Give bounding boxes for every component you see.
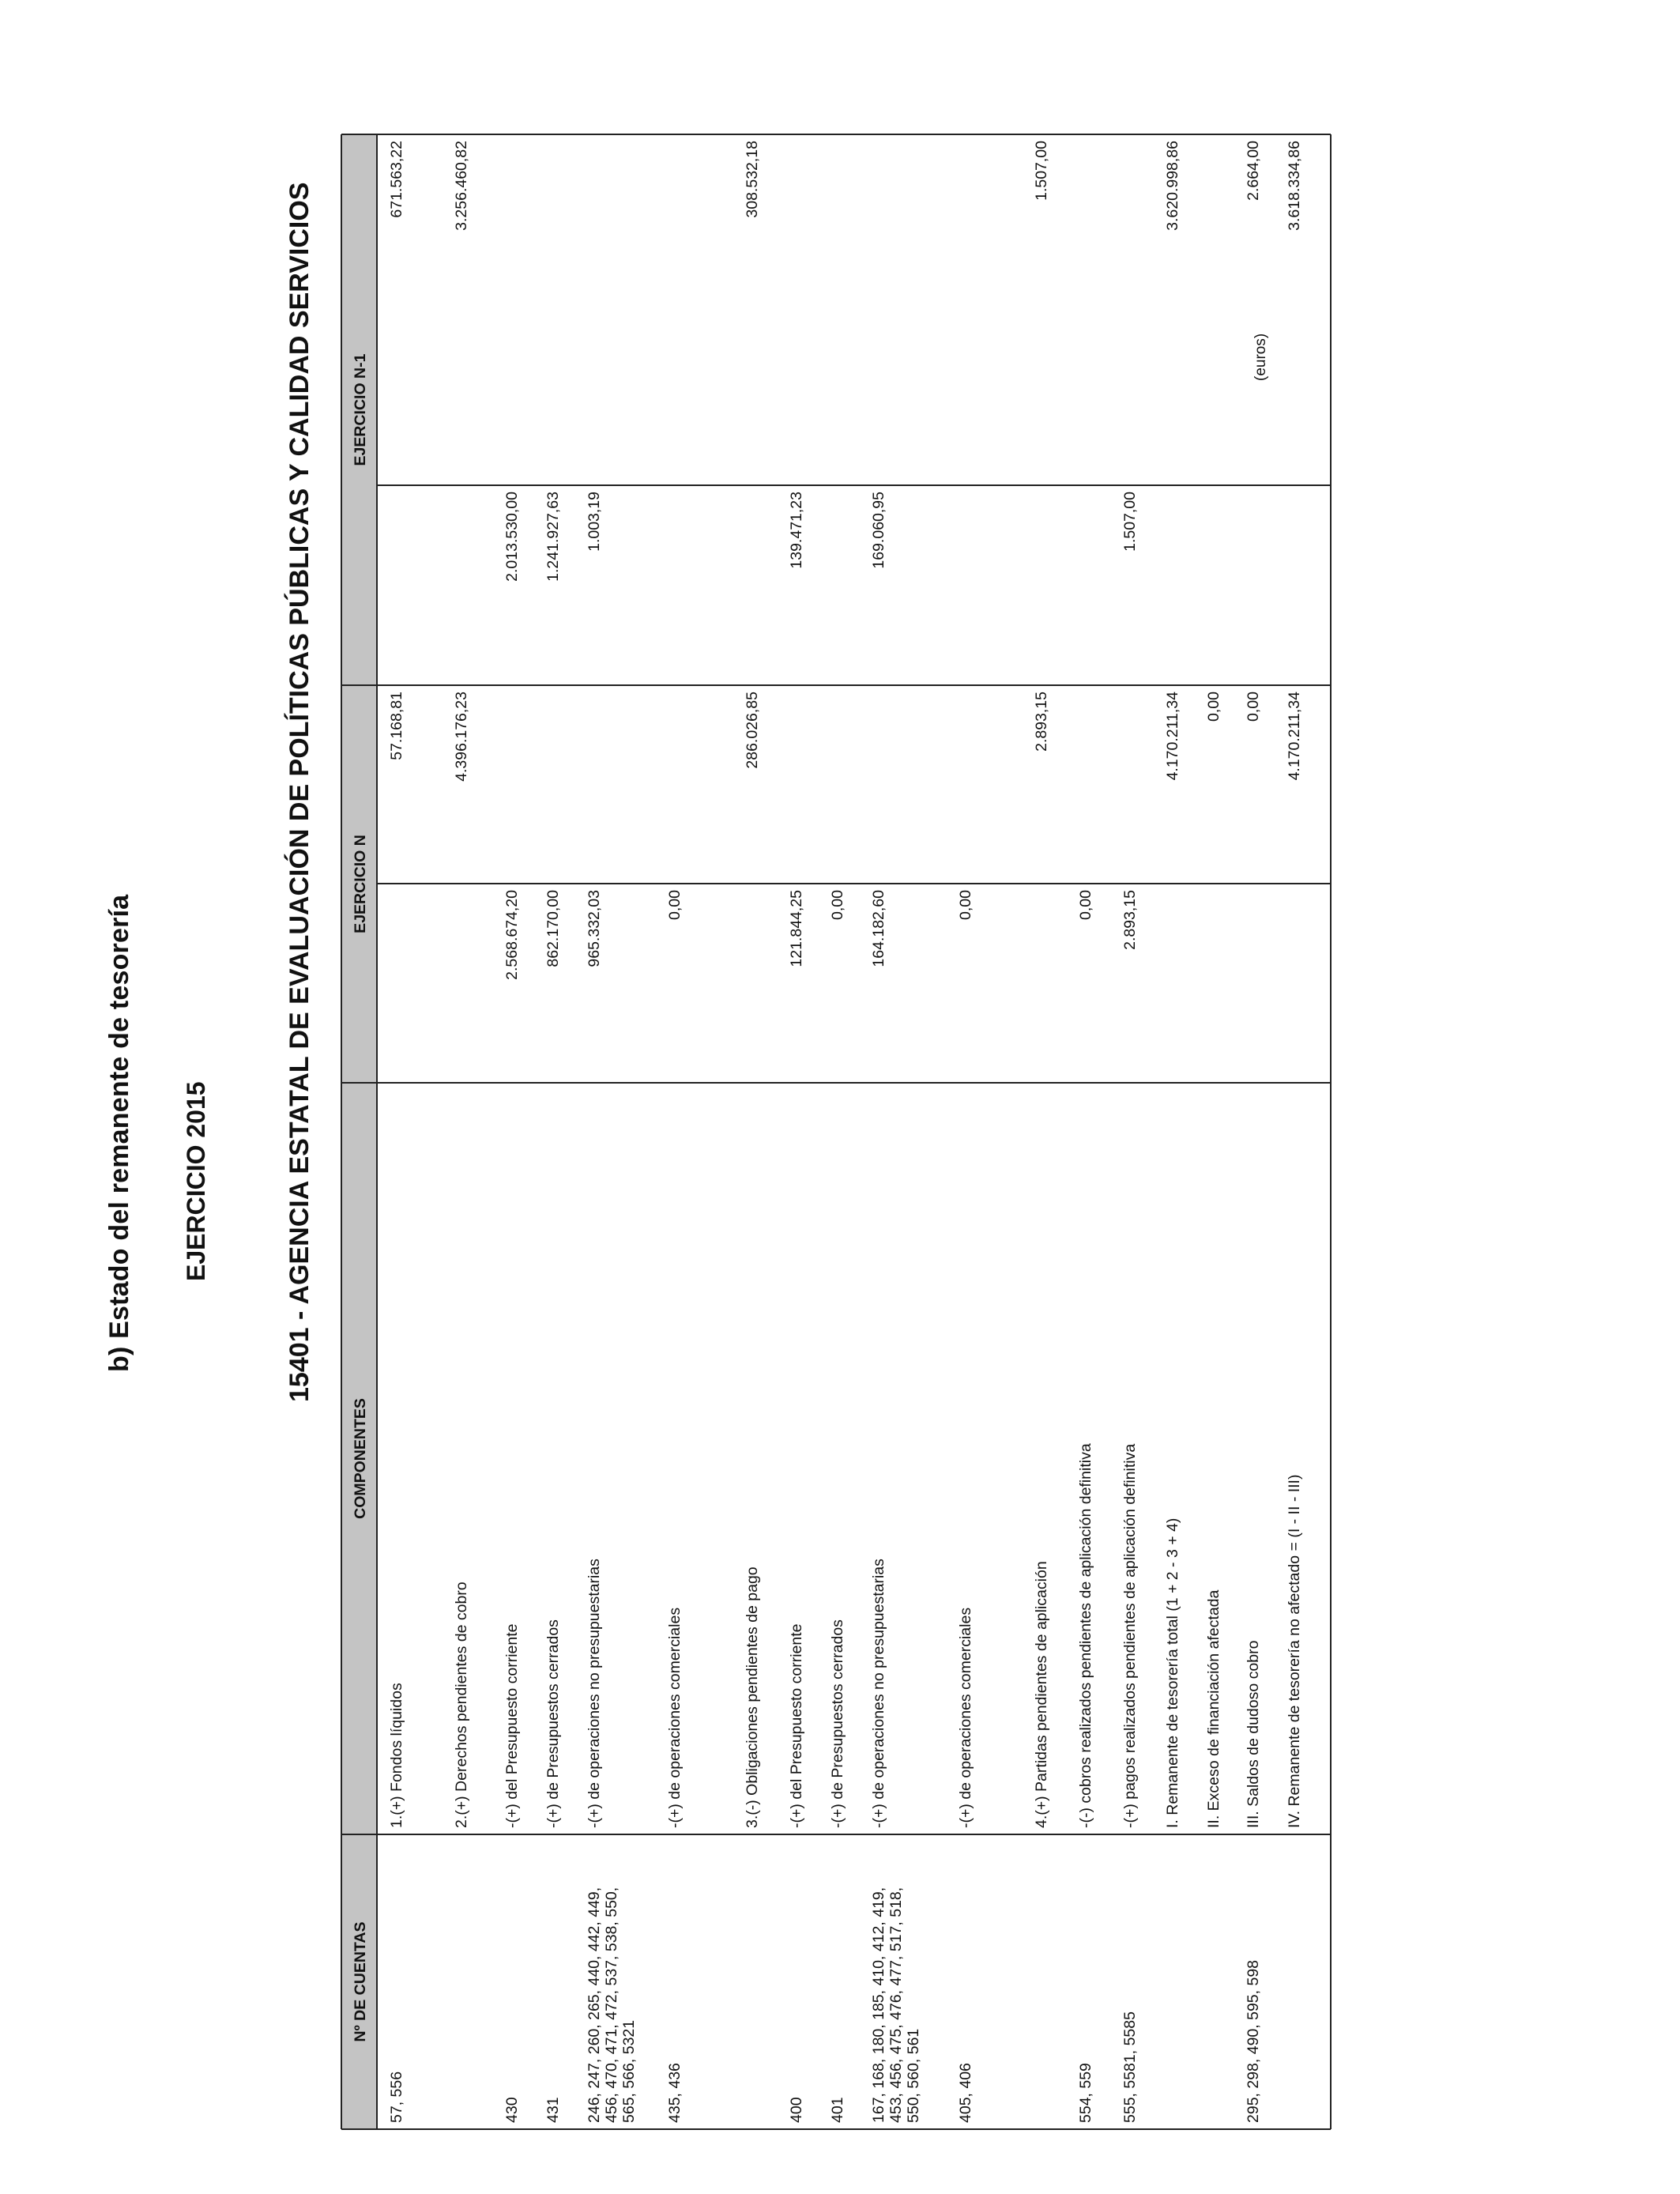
cell-accounts: 405, 406 bbox=[957, 2063, 974, 2123]
cell-component: -(+) del Presupuesto corriente bbox=[788, 1623, 805, 1828]
cell-n1-total: 3.620.998,86 bbox=[1164, 141, 1181, 231]
cell-n-total: 4.170.211,34 bbox=[1286, 692, 1303, 781]
cell-accounts: 554, 559 bbox=[1077, 2063, 1094, 2123]
cell-n-total: 4.170.211,34 bbox=[1164, 692, 1181, 781]
cell-n1-detail: 139.471,23 bbox=[788, 492, 805, 569]
cell-accounts: 555, 5581, 5585 bbox=[1121, 2011, 1139, 2123]
cell-n-total: 286.026,85 bbox=[744, 692, 761, 769]
cell-component: -(+) de Presupuestos cerrados bbox=[829, 1619, 846, 1828]
section-title: b) Estado del remanente de tesorería bbox=[104, 894, 134, 1372]
cell-accounts: 435, 436 bbox=[666, 2063, 684, 2123]
cell-n-detail: 0,00 bbox=[957, 890, 974, 920]
cell-n-detail: 0,00 bbox=[666, 890, 684, 920]
cell-n-detail: 862.170,00 bbox=[544, 890, 562, 967]
cell-n-detail: 2.893,15 bbox=[1121, 890, 1139, 950]
cell-n-detail: 2.568.674,20 bbox=[503, 890, 521, 980]
header-accounts: Nº DE CUENTAS bbox=[352, 1921, 369, 2042]
cell-accounts: 430 bbox=[503, 2097, 521, 2123]
units-label: (euros) bbox=[1252, 333, 1269, 381]
cell-n1-total: 308.532,18 bbox=[744, 141, 761, 218]
cell-accounts: 401 bbox=[829, 2097, 846, 2123]
cell-n1-total: 3.256.460,82 bbox=[453, 141, 470, 231]
cell-n1-detail: 169.060,95 bbox=[870, 492, 887, 569]
cell-component: 1.(+) Fondos líquidos bbox=[388, 1683, 405, 1828]
table-grid bbox=[341, 134, 1377, 2129]
cell-n-detail: 0,00 bbox=[1077, 890, 1094, 920]
cell-component: -(+) de Presupuestos cerrados bbox=[544, 1619, 562, 1828]
cell-n1-detail: 1.241.927,63 bbox=[544, 492, 562, 582]
cell-component: -(+) pagos realizados pendientes de aplicación definitiva bbox=[1121, 1443, 1139, 1828]
header-components: COMPONENTES bbox=[352, 1398, 369, 1519]
cell-component: -(+) de operaciones comerciales bbox=[666, 1607, 684, 1828]
cell-component: 3.(-) Obligaciones pendientes de pago bbox=[744, 1566, 761, 1828]
cell-accounts: 57, 556 bbox=[388, 2071, 405, 2123]
cell-accounts: 565, 566, 5321 bbox=[620, 2019, 638, 2123]
cell-component: I. Remanente de tesorería total (1 + 2 - 3 + 4) bbox=[1164, 1517, 1181, 1828]
cell-n-total: 0,00 bbox=[1245, 692, 1262, 722]
cell-component: III. Saldos de dudoso cobro bbox=[1245, 1640, 1262, 1828]
cell-n-total: 0,00 bbox=[1205, 692, 1222, 722]
cell-n-total: 57.168,81 bbox=[388, 692, 405, 760]
header-year-n1: EJERCICIO N-1 bbox=[352, 353, 369, 466]
cell-n1-detail: 2.013.530,00 bbox=[503, 492, 521, 582]
cell-accounts: 246, 247, 260, 265, 440, 442, 449, bbox=[586, 1887, 603, 2123]
cell-accounts: 431 bbox=[544, 2097, 562, 2123]
cell-n-total: 4.396.176,23 bbox=[453, 692, 470, 782]
cell-component: 2.(+) Derechos pendientes de cobro bbox=[453, 1581, 470, 1828]
cell-n-detail: 0,00 bbox=[829, 890, 846, 920]
cell-accounts: 295, 298, 490, 595, 598 bbox=[1245, 1959, 1262, 2123]
cell-n1-total: 1.507,00 bbox=[1033, 141, 1050, 201]
cell-component: -(+) de operaciones no presupuestarias bbox=[586, 1559, 603, 1828]
cell-n1-total: 671.563,22 bbox=[388, 141, 405, 218]
cell-accounts: 167, 168, 180, 185, 410, 412, 419, bbox=[870, 1887, 887, 2123]
cell-accounts: 453, 456, 475, 476, 477, 517, 518, bbox=[887, 1887, 905, 2123]
entity-title: 15401 - AGENCIA ESTATAL DE EVALUACIÓN DE POLÍTICAS PÚBLICAS Y CALIDAD SERVICIOS bbox=[284, 182, 315, 1402]
cell-n-total: 2.893,15 bbox=[1033, 692, 1050, 752]
cell-accounts: 550, 560, 561 bbox=[905, 2028, 922, 2123]
cell-accounts: 456, 470, 471, 472, 537, 538, 550, bbox=[603, 1887, 620, 2123]
cell-component: -(-) cobros realizados pendientes de aplicación definitiva bbox=[1077, 1443, 1094, 1828]
cell-component: II. Exceso de financiación afectada bbox=[1205, 1589, 1222, 1828]
cell-component: -(+) del Presupuesto corriente bbox=[503, 1623, 521, 1828]
cell-n1-total: 3.618.334,86 bbox=[1286, 141, 1303, 231]
cell-n1-detail: 1.507,00 bbox=[1121, 492, 1139, 552]
cell-accounts: 400 bbox=[788, 2097, 805, 2123]
cell-component: 4.(+) Partidas pendientes de aplicación bbox=[1033, 1561, 1050, 1828]
cell-n1-detail: 1.003,19 bbox=[586, 492, 603, 552]
cell-n-detail: 965.332,03 bbox=[586, 890, 603, 967]
cell-n-detail: 164.182,60 bbox=[870, 890, 887, 967]
exercise-title: EJERCICIO 2015 bbox=[182, 1081, 210, 1281]
cell-component: IV. Remanente de tesorería no afectado = (I - II - III) bbox=[1286, 1474, 1303, 1828]
header-year-n: EJERCICIO N bbox=[352, 835, 369, 933]
cell-n1-total: 2.664,00 bbox=[1245, 141, 1262, 201]
cell-n-detail: 121.844,25 bbox=[788, 890, 805, 967]
cell-component: -(+) de operaciones no presupuestarias bbox=[870, 1559, 887, 1828]
cell-component: -(+) de operaciones comerciales bbox=[957, 1607, 974, 1828]
